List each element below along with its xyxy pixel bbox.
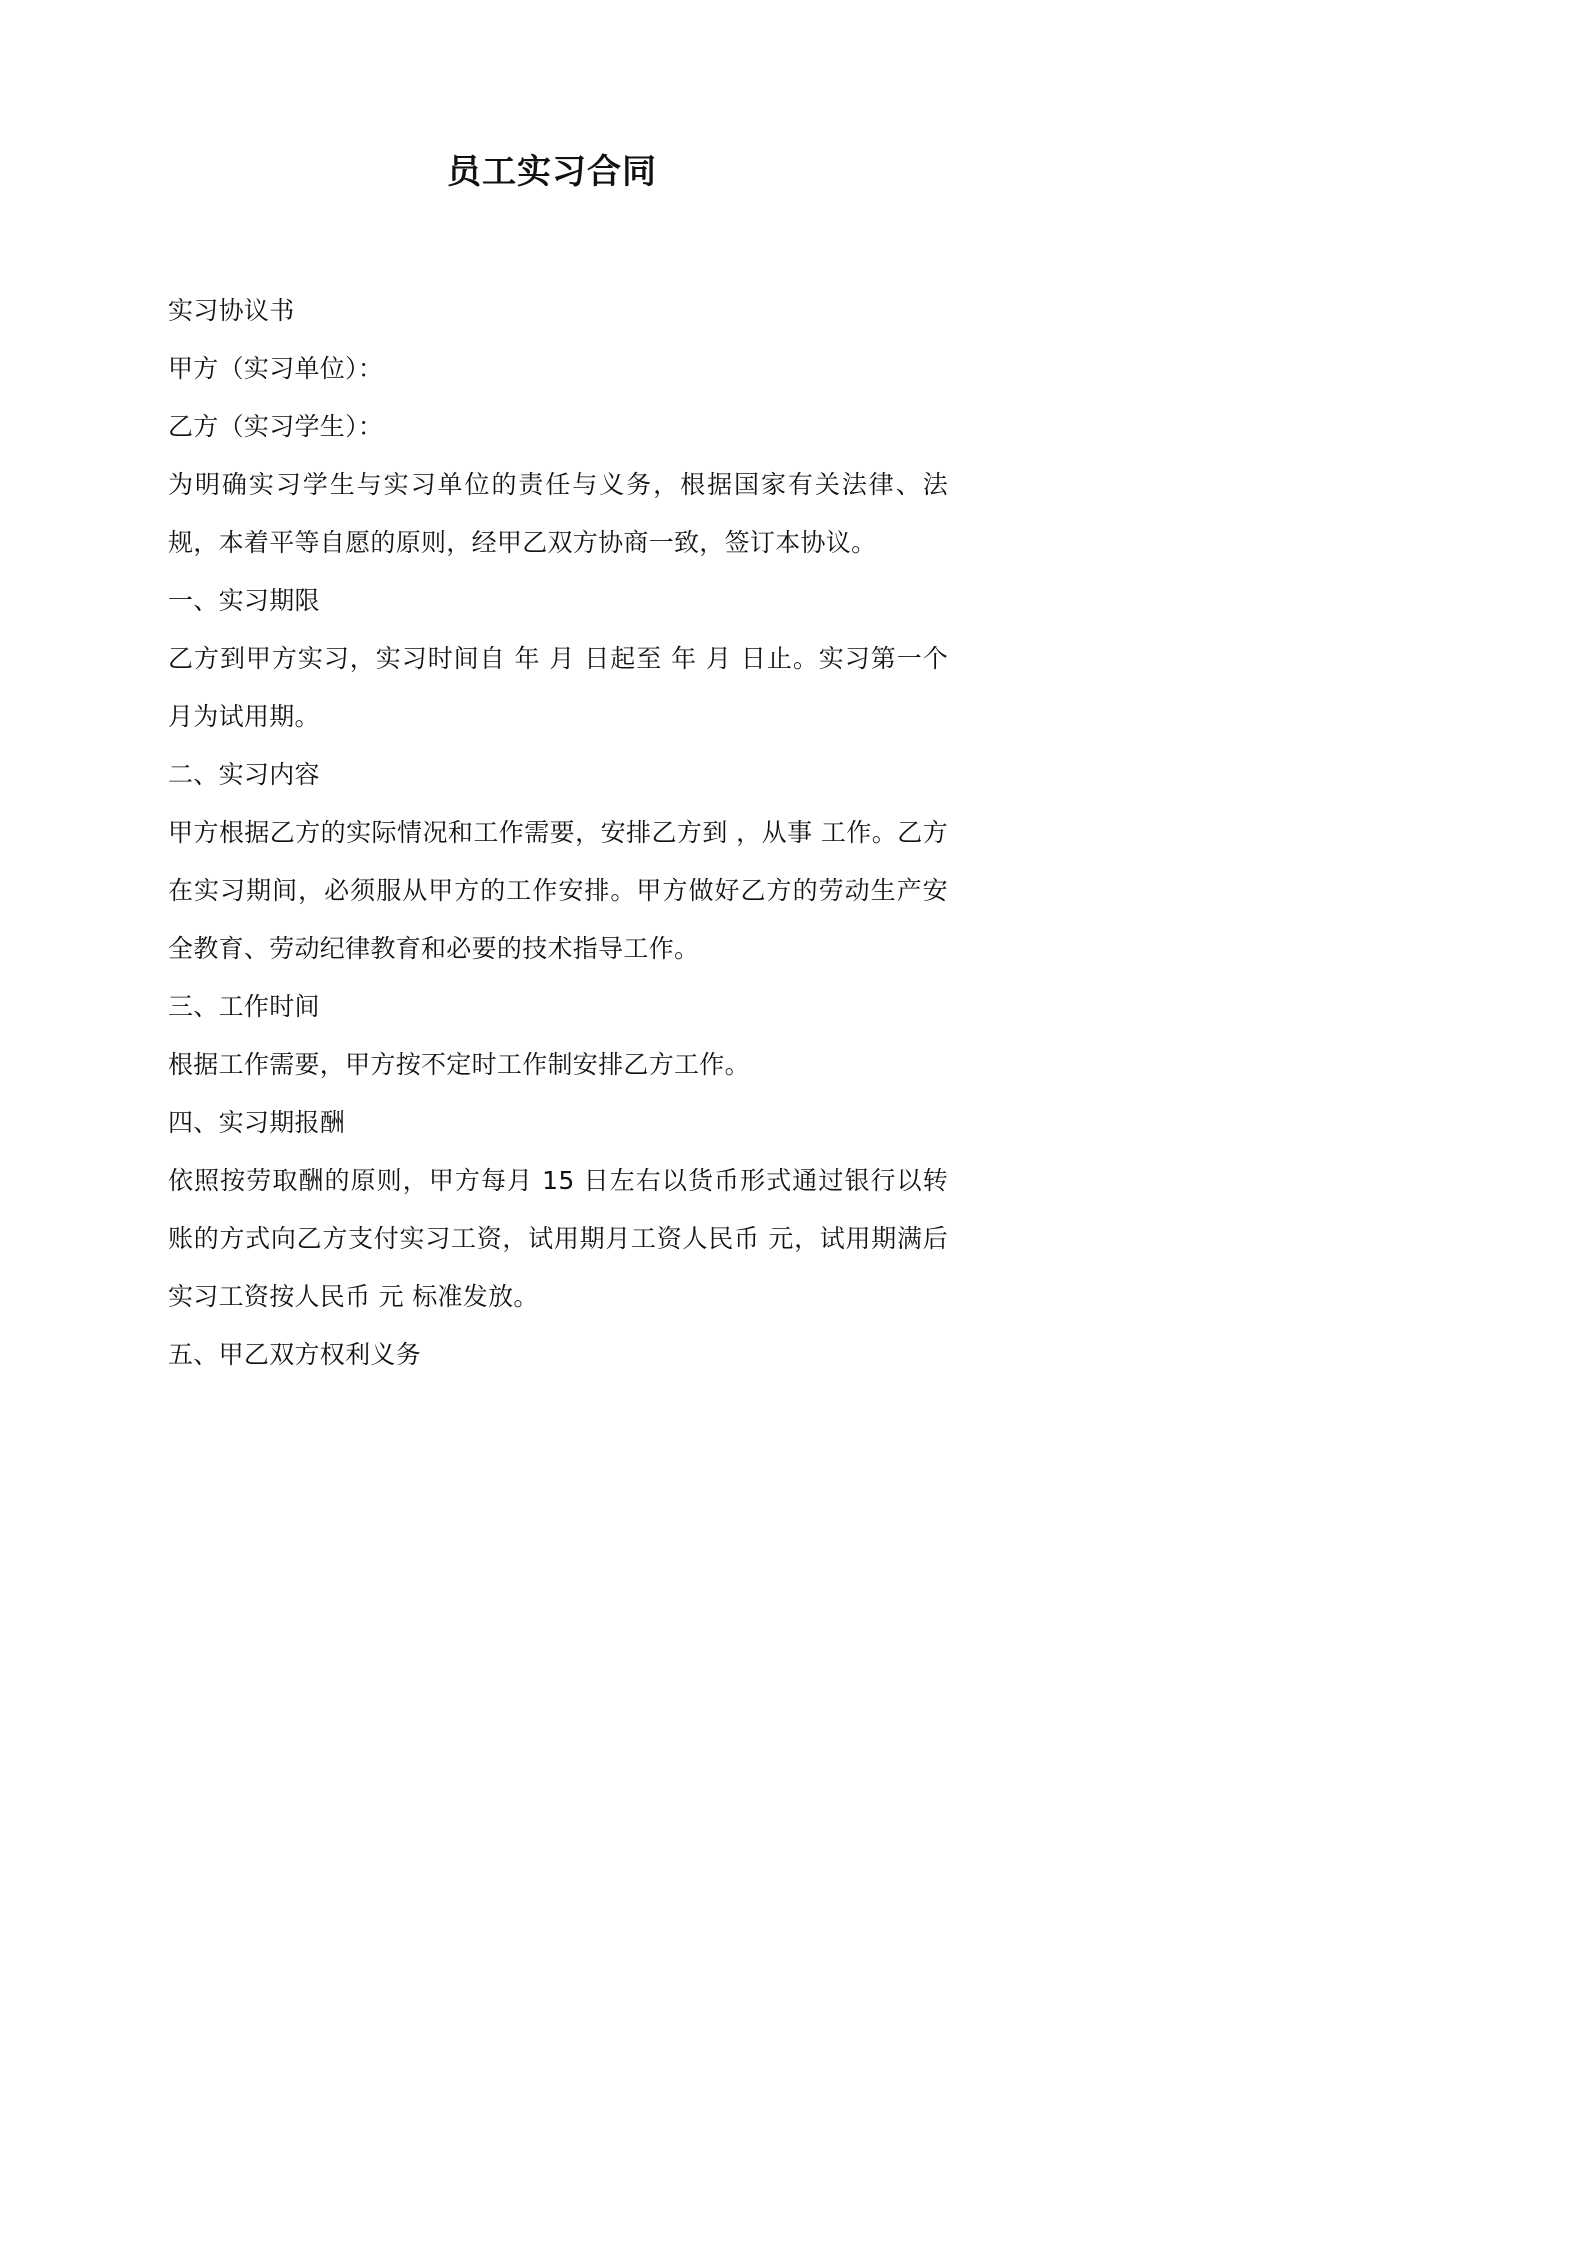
section-heading-hours: 三、工作时间: [168, 992, 320, 1021]
document-page: [0, 0, 1104, 1562]
document-title: 员工实习合同: [447, 152, 657, 192]
agreement-heading: 实习协议书: [168, 296, 295, 325]
party-a-line: 甲方（实习单位）：: [168, 354, 384, 383]
section-body-pay: 依照按劳取酬的原则，甲方每月 15 日左右以货币形式通过银行以转账的方式向乙方支付实习工资，试用期月工资人民币 元，试用期满后实习工资按人民币 元 标准发放。: [168, 1166, 948, 1311]
document-body: [168, 282, 948, 1384]
section-body-term: 乙方到甲方实习，实习时间自 年 月 日起至 年 月 日止。实习第一个月为试用期。: [168, 644, 948, 731]
section-heading-content: 二、实习内容: [168, 760, 320, 789]
section-heading-pay: 四、实习期报酬: [168, 1108, 346, 1137]
party-b-line: 乙方（实习学生）：: [168, 412, 384, 441]
preamble-paragraph: 为明确实习学生与实习单位的责任与义务，根据国家有关法律、法规，本着平等自愿的原则，经甲乙双方协商一致，签订本协议。: [168, 470, 948, 557]
section-heading-term: 一、实习期限: [168, 586, 320, 615]
section-heading-rights: 五、甲乙双方权利义务: [168, 1340, 422, 1369]
section-body-hours: 根据工作需要，甲方按不定时工作制安排乙方工作。: [168, 1050, 750, 1079]
section-body-content: 甲方根据乙方的实际情况和工作需要，安排乙方到 ，从事 工作。乙方在实习期间，必须服从甲方的工作安排。甲方做好乙方的劳动生产安全教育、劳动纪律教育和必要的技术指导工作。: [168, 818, 948, 963]
